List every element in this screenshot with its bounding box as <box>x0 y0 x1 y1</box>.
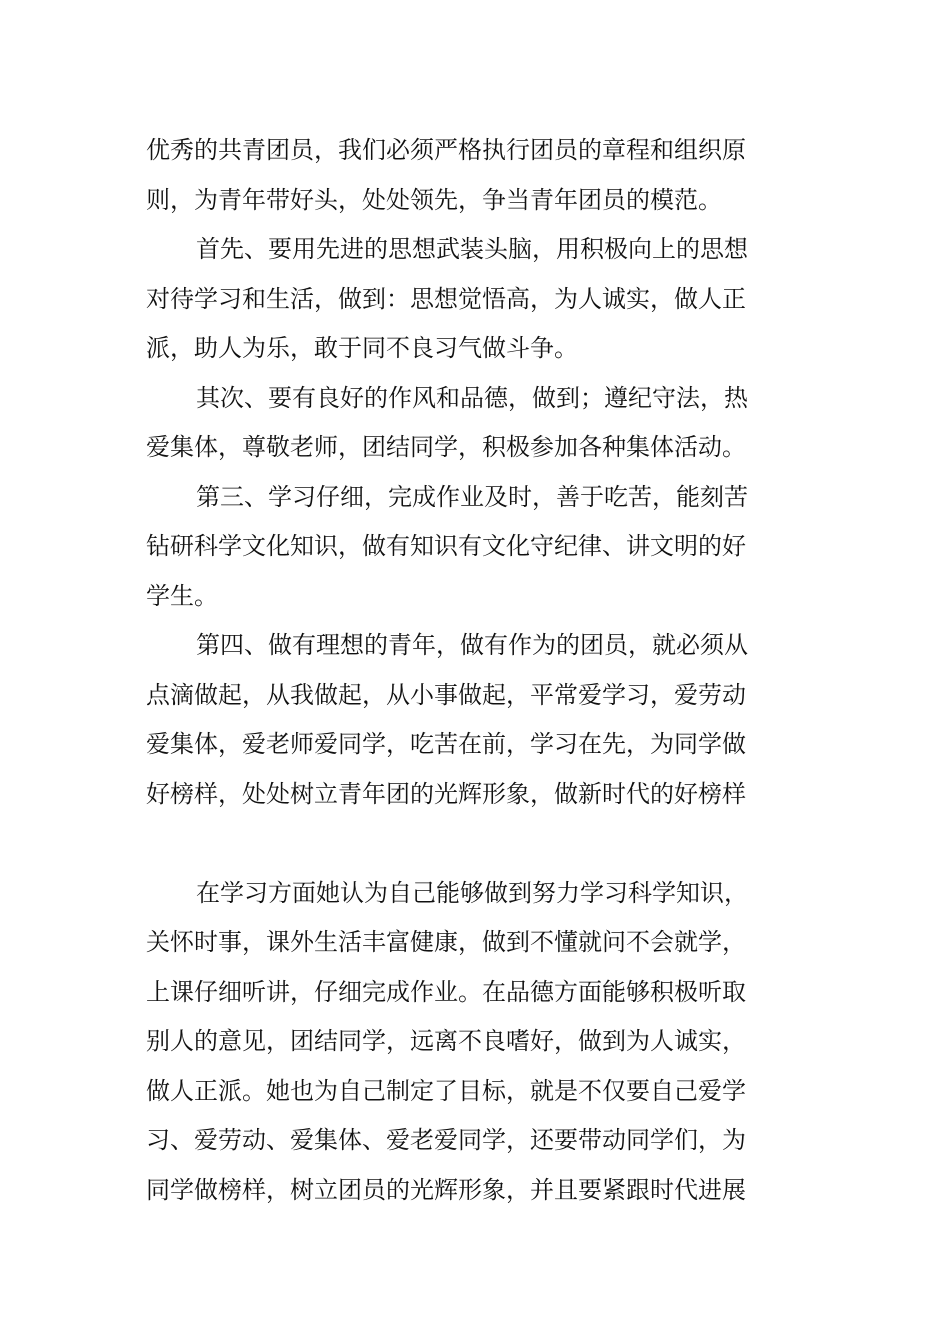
text-line: 钻研科学文化知识，做有知识有文化守纪律、讲文明的好 <box>146 532 746 560</box>
text-line: 对待学习和生活，做到：思想觉悟高，为人诚实，做人正 <box>146 284 746 313</box>
text-line: 点滴做起，从我做起，从小事做起，平常爱学习，爱劳动 <box>146 680 746 709</box>
text-line: 别人的意见，团结同学，远离不良嗜好，做到为人诚实， <box>146 1027 746 1055</box>
text-line: 首先、要用先进的思想武装头脑，用积极向上的思想 <box>196 235 748 263</box>
text-line: 习、爱劳动、爱集体、爱老爱同学，还要带动同学们，为 <box>146 1126 746 1154</box>
paragraph-gap <box>146 819 810 869</box>
text-line: 学生。 <box>146 581 218 610</box>
text-line: 优秀的共青团员，我们必须严格执行团员的章程和组织原 <box>146 136 746 164</box>
text-line: 第四、做有理想的青年，做有作为的团员，就必须从 <box>196 631 748 659</box>
document-body <box>146 126 810 1215</box>
text-line: 好榜样，处处树立青年团的光辉形象，做新时代的好榜样 <box>146 779 746 808</box>
text-line: 则，为青年带好头，处处领先，争当青年团员的模范。 <box>146 185 722 214</box>
text-line: 做人正派。她也为自己制定了目标，就是不仅要自己爱学 <box>146 1076 746 1105</box>
text-line: 上课仔细听讲，仔细完成作业。在品德方面能够积极听取 <box>146 977 746 1006</box>
text-line: 同学做榜样，树立团员的光辉形象，并且要紧跟时代进展 <box>146 1175 746 1204</box>
text-line: 在学习方面她认为自己能够做到努力学习科学知识， <box>196 878 748 907</box>
text-line: 其次、要有良好的作风和品德，做到；遵纪守法，热 <box>196 383 748 412</box>
text-line: 关怀时事，课外生活丰富健康，做到不懂就问不会就学， <box>146 928 746 956</box>
text-line: 派，助人为乐，敢于同不良习气做斗争。 <box>146 334 578 362</box>
text-line: 爱集体，尊敬老师，团结同学，积极参加各种集体活动。 <box>146 433 746 461</box>
text-line: 第三、学习仔细，完成作业及时，善于吃苦，能刻苦 <box>196 482 748 511</box>
text-line: 爱集体，爱老师爱同学，吃苦在前，学习在先，为同学做 <box>146 730 746 758</box>
